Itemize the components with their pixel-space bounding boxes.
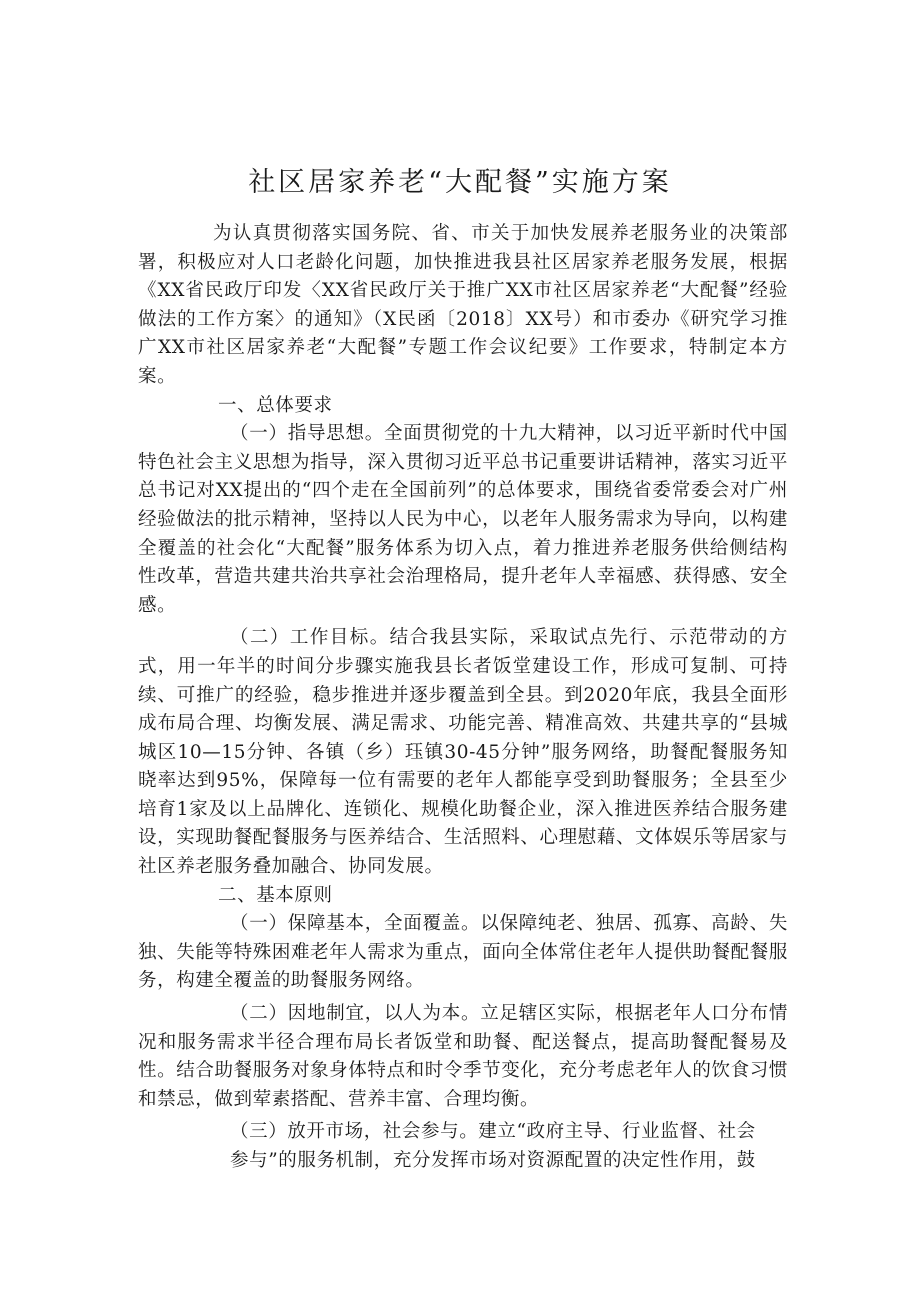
paragraph-basic-coverage: （一）保障基本，全面覆盖。以保障纯老、独居、孤寡、高龄、失独、失能等特殊困难老年人需求为重点，面向全体常住老年人提供助餐配餐服务，构建全覆盖的助餐服务网络。 — [138, 913, 788, 992]
document-title: 社区居家养老“大配餐”实施方案 — [248, 167, 672, 198]
paragraph-market-participation-line2: 参与”的服务机制，充分发挥市场对资源配置的决定性作用，鼓 — [230, 1150, 756, 1171]
paragraph-guiding-ideology: （一）指导思想。全面贯彻党的十九大精神，以习近平新时代中国特色社会主义思想为指导，深入贯彻习近平总书记重要讲话精神，落实习近平总书记对XX提出的“四个走在全国前列”的总体要求，围绕省委常委会对广州经验做法的批示精神，坚持以人民为中心，以老年人服务需求为导向，以构建全覆盖的社会化“大配餐”服务体系为切入点，着力推进养老服务供给侧结构性改革，营造共建共治共享社会治理格局，提升老年人幸福感、获得感、安全感。 — [138, 423, 788, 616]
document-body — [138, 220, 788, 1176]
section-heading-basic-principles: 二、基本原则 — [218, 884, 333, 906]
paragraph-market-participation-line1: （三）放开市场，社会参与。建立“政府主导、行业监督、社会 — [230, 1121, 756, 1143]
paragraph-work-goals: （二）工作目标。结合我县实际，采取试点先行、示范带动的方式，用一年半的时间分步骤实施我县长者饭堂建设工作，形成可复制、可持续、可推广的经验，稳步推进并逐步覆盖到全县。到2020年底，我县全面形成布局合理、均衡发展、满足需求、功能完善、精准高效、共建共享的“县城城区10—15分钟、各镇（乡）珏镇30-45分钟”服务网络，助餐配餐服务知晓率达到95%，保障每一位有需要的老年人都能享受到助餐服务；全县至少培育1家及以上品牌化、连锁化、规模化助餐企业，深入推进医养结合服务建设，实现助餐配餐服务与医养结合、生活照料、心理慰藉、文体娱乐等居家与社区养老服务叠加融合、协同发展。 — [138, 627, 788, 878]
section-heading-general-requirements: 一、总体要求 — [218, 394, 333, 416]
paragraph-local-conditions: （二）因地制宜，以人为本。立足辖区实际，根据老年人口分布情况和服务需求半径合理布局长者饭堂和助餐、配送餐点，提高助餐配餐易及性。结合助餐服务对象身体特点和时令季节变化，充分考虑老年人的饮食习惯和禁忌，做到荤素搭配、营养丰富、合理均衡。 — [138, 1003, 788, 1110]
intro-paragraph: 为认真贯彻落实国务院、省、市关于加快发展养老服务业的决策部署，积极应对人口老龄化问题，加快推进我县社区居家养老服务发展，根据《XX省民政厅印发〈XX省民政厅关于推广XX市社区居家养老“大配餐”经验做法的工作方案〉的通知》（X民函〔2018〕XX号）和市委办《研究学习推广XX市社区居家养老“大配餐”专题工作会议纪要》工作要求，特制定本方案。 — [138, 223, 788, 387]
